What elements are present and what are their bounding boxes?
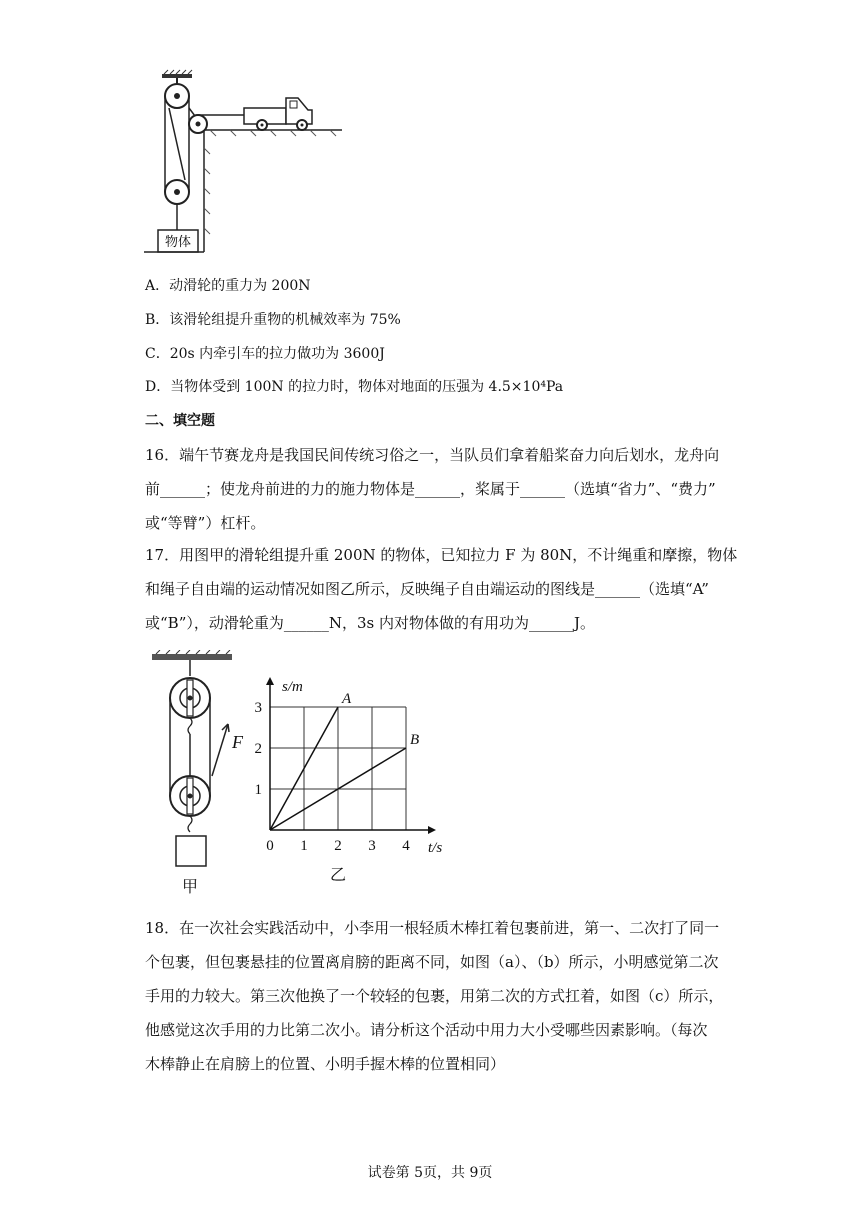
- y-tick-label: 2: [254, 741, 262, 757]
- q16-line-2: 前______；使龙舟前进的力的施力物体是______，桨属于______（选填“省力”、“费力”: [145, 480, 716, 498]
- series-label-a: A: [342, 691, 352, 707]
- st-graph-yi: [250, 660, 460, 886]
- object-label: 物体: [164, 234, 192, 249]
- x-axis-arrow: [428, 826, 436, 834]
- x-tick-label: 0: [266, 838, 274, 854]
- question-17: [145, 538, 738, 640]
- q17-line-3: 或“B”），动滑轮重为______N，3s 内对物体做的有用功为______J。: [145, 614, 596, 632]
- q16-line-1: 16．端午节赛龙舟是我国民间传统习俗之一，当队员们拿着船桨奋力向后划水，龙舟向: [145, 446, 720, 464]
- force-label-f: F: [232, 732, 243, 752]
- option-c: C．20s 内牵引车的拉力做功为 3600J: [145, 346, 385, 362]
- series-label-b: B: [410, 732, 420, 748]
- pulley-block-figure-jia: [146, 650, 246, 900]
- x-tick-label: 1: [300, 838, 308, 854]
- question-16: [145, 438, 720, 540]
- q17-line-1: 17．用图甲的滑轮组提升重 200N 的物体，已知拉力 F 为 80N，不计绳重和摩擦，物体: [145, 546, 738, 564]
- page-footer: 试卷第 5页，共 9页: [367, 1165, 493, 1181]
- y-tick-label: 3: [254, 700, 262, 716]
- y-axis-label: s/m: [282, 679, 303, 695]
- x-tick-label: 3: [368, 838, 376, 854]
- q18-line-3: 手用的力较大。第三次他换了一个较轻的包裹，用第二次的方式扛着，如图（c）所示，: [145, 987, 724, 1005]
- question-18: [145, 911, 724, 1081]
- q16-line-3: 或“等臂”）杠杆。: [145, 514, 266, 532]
- x-tick-label: 4: [402, 838, 410, 854]
- caption-yi: 乙: [329, 867, 347, 884]
- x-axis-label: t/s: [428, 840, 443, 856]
- y-tick-label: 1: [254, 782, 262, 798]
- caption-jia: 甲: [181, 879, 199, 896]
- q18-line-2: 个包裹，但包裹悬挂的位置离肩膀的距离不同，如图（a）、（b）所示，小明感觉第二次: [145, 953, 719, 971]
- y-axis-arrow: [266, 677, 274, 685]
- option-a: A．动滑轮的重力为 200N: [145, 278, 311, 294]
- section-title: 二、填空题: [145, 413, 215, 429]
- q17-line-2: 和绳子自由端的运动情况如图乙所示，反映绳子自由端运动的图线是______（选填“A”: [145, 580, 709, 598]
- q18-line-5: 木棒静止在肩膀上的位置、小明手握木棒的位置相同）: [145, 1055, 506, 1073]
- x-tick-label: 2: [334, 838, 342, 854]
- q18-line-1: 18．在一次社会实践活动中，小李用一根轻质木棒扛着包裹前进，第一、二次打了同一: [145, 919, 720, 937]
- option-b: B．该滑轮组提升重物的机械效率为 75%: [145, 312, 401, 328]
- option-d: D．当物体受到 100N 的拉力时，物体对地面的压强为 4.5×10⁴Pa: [145, 379, 564, 395]
- pulley-truck-figure: [140, 68, 350, 260]
- q18-line-4: 他感觉这次手用的力比第二次小。请分析这个活动中用力大小受哪些因素影响。（每次: [145, 1021, 708, 1039]
